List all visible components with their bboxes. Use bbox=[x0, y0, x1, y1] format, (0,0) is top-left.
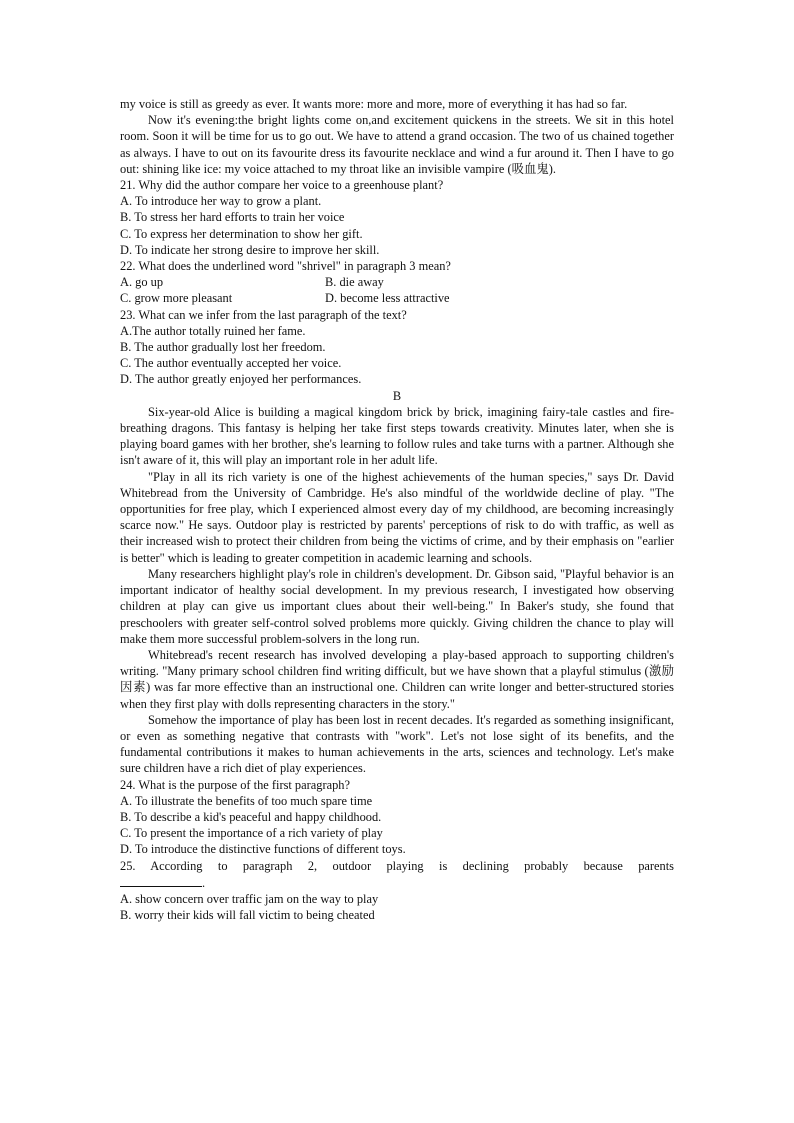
option-a: A.The author totally ruined her fame. bbox=[120, 323, 306, 338]
option-c: C. To present the importance of a rich variety of play bbox=[120, 826, 383, 841]
option-b: B. worry their kids will fall victim to being cheated bbox=[120, 908, 375, 923]
option-a: A. go up bbox=[120, 275, 164, 290]
option-d: D. The author greatly enjoyed her performances. bbox=[120, 372, 362, 387]
passage-a-closing-paragraph: my voice is still as greedy as ever. It wants more: more and more, more of everything it has had so far. bbox=[120, 97, 628, 111]
passage-b-paragraph: Many researchers highlight play's role in children's development. Dr. Gibson said, "Playful behavior is an important indicator of healthy social development. In my previous research, I investigated how observing children at play can give us important clues about their well-being." In Baker's study, she found that preschoolers with greater self-control solved problems more quickly. Giving children the chance to play will make them more successful problem-solvers in the long run. bbox=[120, 566, 674, 646]
option-row bbox=[120, 274, 674, 290]
option-c: C. To express her determination to show her gift. bbox=[120, 226, 363, 241]
option-a: A. To introduce her way to grow a plant. bbox=[120, 194, 322, 209]
stem-end: . bbox=[202, 875, 206, 890]
passage-b-paragraph: Somehow the importance of play has been lost in recent decades. It's regarded as something insignificant, or even as something negative that contrasts with "work". Let's not lose sight of its benefits, and the fundamental contributions it makes to human achievements in the arts, sciences and technology. Let's make sure children have a rich diet of play experiences. bbox=[120, 712, 674, 776]
answer-blank bbox=[120, 874, 202, 887]
question-stem: 23. What can we infer from the last paragraph of the text? bbox=[120, 307, 407, 322]
passage-a-final-paragraph: Now it's evening:the bright lights come on,and excitement quickens in the streets. We sit in this hotel room. Soon it will be time for us to go out. We have to attend a grand occasion. The two of us chained together as always. I have to out on its favourite dress its favourite necklace and wind a fur around it. Then I have to go out: shining like ice: my voice attached to my throat like an invisible vampire (吸血鬼). bbox=[120, 113, 674, 176]
question-stem: 21. Why did the author compare her voice to a greenhouse plant? bbox=[120, 178, 444, 193]
option-b: B. The author gradually lost her freedom. bbox=[120, 340, 326, 355]
option-a: A. show concern over traffic jam on the way to play bbox=[120, 891, 379, 906]
question-24 bbox=[120, 777, 674, 858]
question-stem bbox=[120, 858, 674, 874]
option-b: B. To describe a kid's peaceful and happy childhood. bbox=[120, 809, 382, 824]
option-d: D. To introduce the distinctive functions of different toys. bbox=[120, 842, 406, 857]
question-stem: 24. What is the purpose of the first paragraph? bbox=[120, 777, 350, 792]
passage-b-paragraph: Whitebread's recent research has involved developing a play-based approach to supporting children's writing. "Many primary school children find writing difficult, but we have shown that a playful stimulus (激励因素) was far more effective than an instructional one. Children can write longer and better-structured stories when they first play with dolls representing characters in the story." bbox=[120, 647, 674, 711]
answer-blank-line bbox=[120, 874, 674, 891]
passage-b-paragraph: Six-year-old Alice is building a magical kingdom brick by brick, imagining fairy-tale castles and fire-breathing dragons. This fantasy is helping her take first steps towards creativity. Minutes later, when she is playing board games with her brother, she's learning to follow rules and take turns with a partner. Although she isn't aware of it, this will play an important role in her adult life. bbox=[120, 404, 674, 468]
option-b: B. To stress her hard efforts to train her voice bbox=[120, 210, 345, 225]
question-stem-text: 25. According to paragraph 2, outdoor playing is declining probably because parents bbox=[120, 858, 674, 873]
option-b: B. die away bbox=[325, 275, 384, 290]
question-25 bbox=[120, 858, 674, 924]
question-22 bbox=[120, 258, 674, 307]
option-d: D. To indicate her strong desire to improve her skill. bbox=[120, 242, 380, 257]
passage-b-paragraph: "Play in all its rich variety is one of the highest achievements of the human species," says Dr. David Whitebread from the University of Cambridge. He's also mindful of the worldwide decline of play. "The opportunities for free play, which I experienced almost every day of my childhood, are becoming increasingly scarce now." He says. Outdoor play is restricted by parents' perceptions of risk to do with traffic, as well as their increased wish to protect their children from being the victims of crime, and by their emphasis on "earlier is better" which is leading to greater competition in academic learning and schools. bbox=[120, 469, 674, 565]
question-23 bbox=[120, 307, 674, 388]
option-d: D. become less attractive bbox=[325, 291, 450, 306]
option-a: A. To illustrate the benefits of too much spare time bbox=[120, 793, 373, 808]
question-stem: 22. What does the underlined word "shrivel" in paragraph 3 mean? bbox=[120, 259, 451, 274]
option-row bbox=[120, 290, 674, 306]
option-c: C. grow more pleasant bbox=[120, 291, 233, 306]
document-page bbox=[120, 96, 674, 923]
section-heading: B bbox=[392, 388, 402, 403]
option-c: C. The author eventually accepted her voice. bbox=[120, 356, 342, 371]
question-21 bbox=[120, 177, 674, 258]
